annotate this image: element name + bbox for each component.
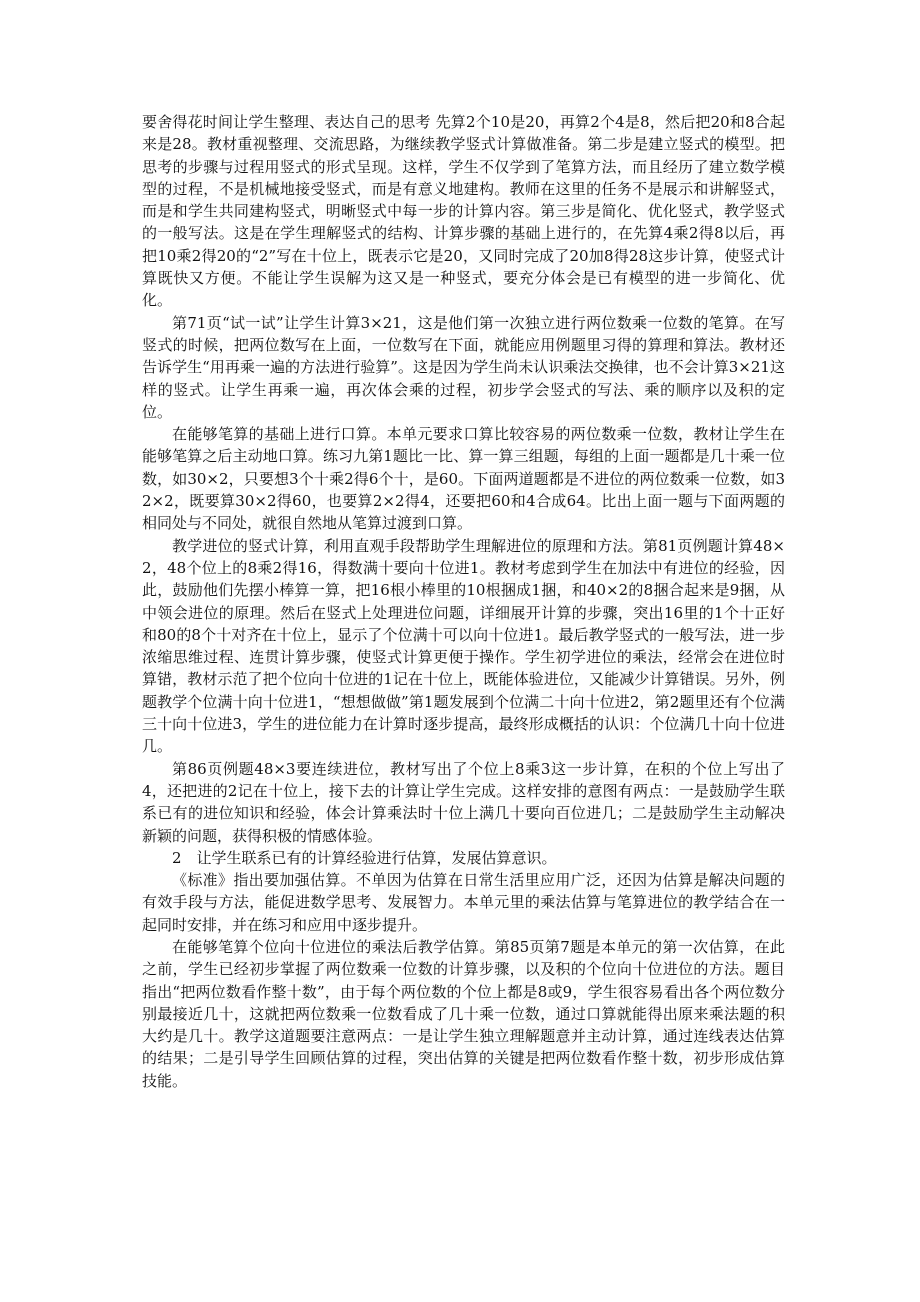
paragraph-4: 教学进位的竖式计算，利用直观手段帮助学生理解进位的原理和方法。第81页例题计算48×2，48个位上的8乘2得16，得数满十要向十位进1。教材考虑到学生在加法中有进位的经验，因此，鼓励他们先摆小棒算一算，把16根小棒里的10根捆成1捆，和40×2的8捆合起来是9捆，从中领会进位的原理。然后在竖式上处理进位问题，详细展开计算的步骤，突出16里的1个十正好和80的8个十对齐在十位上，显示了个位满十可以向十位进1。最后教学竖式的一般写法，进一步浓缩思维过程、连贯计算步骤，使竖式计算更便于操作。学生初学进位的乘法，经常会在进位时算错，教材示范了把个位向十位进的1记在十位上，既能体验进位，又能减少计算错误。另外，例题教学个位满十向十位进1，“想想做做”第1题发展到个位满二十向十位进2，第2题里还有个位满三十向十位进3，学生的进位能力在计算时逐步提高，最终形成概括的认识：个位满几十向十位进几。 bbox=[142, 536, 785, 756]
paragraph-3: 在能够笔算的基础上进行口算。本单元要求口算比较容易的两位数乘一位数，教材让学生在能够笔算之后主动地口算。练习九第1题比一比、算一算三组题，每组的上面一题都是几十乘一位数，如30×2，只要想3个十乘2得6个十，是60。下面两道题都是不进位的两位数乘一位数，如32×2，既要算30×2得60，也要算2×2得4，还要把60和4合成64。比出上面一题与下面两题的相同处与不同处，就很自然地从笔算过渡到口算。 bbox=[142, 425, 785, 533]
document-page bbox=[142, 111, 785, 1092]
paragraph-6: 《标准》指出要加强估算。不单因为估算在日常生活里应用广泛，还因为估算是解决问题的有效手段与方法，能促进数学思考、发展智力。本单元里的乘法估算与笔算进位的教学结合在一起同时安排，并在练习和应用中逐步提升。 bbox=[142, 871, 785, 934]
paragraph-7: 在能够笔算个位向十位进位的乘法后教学估算。第85页第7题是本单元的第一次估算，在此之前，学生已经初步掌握了两位数乘一位数的计算步骤，以及积的个位向十位进位的方法。题目指出“把两位数看作整十数”，由于每个两位数的个位上都是8或9，学生很容易看出各个两位数分别最接近几十，这就把两位数乘一位数看成了几十乘一位数，通过口算就能得出原来乘法题的积大约是几十。教学这道题要注意两点：一是让学生独立理解题意并主动计算，通过连线表达估算的结果；二是引导学生回顾估算的过程，突出估算的关键是把两位数看作整十数，初步形成估算技能。 bbox=[142, 937, 785, 1090]
paragraph-5: 第86页例题48×3要连续进位，教材写出了个位上8乘3这一步计算，在积的个位上写出了4，还把进的2记在十位上，接下去的计算让学生完成。这样安排的意图有两点：一是鼓励学生联系已有的进位知识和经验，体会计算乘法时十位上满几十要向百位进几；二是鼓励学生主动解决新颖的问题，获得积极的情感体验。 bbox=[142, 759, 785, 845]
paragraph-1: 要舍得花时间让学生整理、表达自己的思考 先算2个10是20，再算2个4是8，然后把20和8合起来是28。教材重视整理、交流思路，为继续教学竖式计算做准备。第二步是建立竖式的模型。把思考的步骤与过程用竖式的形式呈现。这样，学生不仅学到了笔算方法，而且经历了建立数学模型的过程，不是机械地接受竖式，而是有意义地建构。教师在这里的任务不是展示和讲解竖式，而是和学生共同建构竖式，明晰竖式中每一步的计算内容。第三步是简化、优化竖式，教学竖式的一般写法。这是在学生理解竖式的结构、计算步骤的基础上进行的，在先算4乘2得8以后，再把10乘2得20的“2”写在十位上，既表示它是20，又同时完成了20加8得28这步计算，使竖式计算既快又方便。不能让学生误解为这又是一种竖式，要充分体会是已有模型的进一步简化、优化。 bbox=[142, 113, 785, 310]
section-heading-2: 2 让学生联系已有的计算经验进行估算，发展估算意识。 bbox=[172, 848, 557, 867]
paragraph-2: 第71页“试一试”让学生计算3×21，这是他们第一次独立进行两位数乘一位数的笔算。在写竖式的时候，把两位数写在上面，一位数写在下面，就能应用例题里习得的算理和算法。教材还告诉学生“用再乘一遍的方法进行验算”。这是因为学生尚未认识乘法交换律，也不会计算3×21这样的竖式。让学生再乘一遍，再次体会乘的过程，初步学会竖式的写法、乘的顺序以及积的定位。 bbox=[142, 313, 785, 421]
